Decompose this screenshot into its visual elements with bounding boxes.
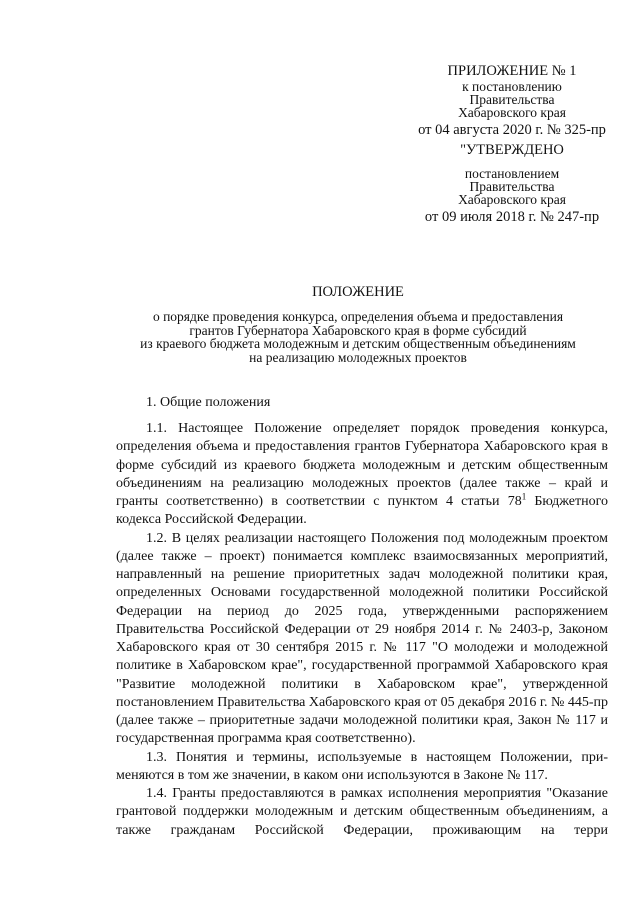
to-resolution-label: к постановлению <box>462 79 562 94</box>
title-line-2: грантов Губернатора Хабаровского края в форме субсидий <box>189 322 527 338</box>
paragraph-1-1 <box>116 420 608 530</box>
footnote-superscript: 1 <box>521 491 527 502</box>
paragraph-1-3: 1.3. Понятия и термины, используемые в настоящем Положении, применяются в том же значении, в каком они используются в Законе № 117. <box>116 749 608 783</box>
approval-block <box>392 62 632 226</box>
government-label: Правительства <box>469 92 555 107</box>
section-heading: 1. Общие положения <box>146 395 271 410</box>
title-line-3: из краевого бюджета молодежным и детским общественным объединениям <box>140 336 576 351</box>
by-resolution-label: постановлением <box>464 166 560 181</box>
appendix-label: ПРИЛОЖЕНИЕ № 1 <box>447 63 577 79</box>
title-line-4: на реализацию молодежных проектов <box>249 349 467 365</box>
resolution-date-number-2: от 09 июля 2018 г. № 247-пр <box>424 209 600 225</box>
region-label: Хабаровского края <box>458 105 566 120</box>
government-label-2: Правительства <box>469 179 555 194</box>
document-body <box>116 392 608 840</box>
title-heading: ПОЛОЖЕНИЕ <box>312 284 404 300</box>
region-label-2: Хабаровского края <box>458 192 566 207</box>
paragraph-1-4: 1.4. Гранты предоставляются в рамках исполнения мероприятия "Оказание грантовой поддержки молодежным и детским общественным объединениям, а также гражданам Российской Федерации, проживающим на терри <box>116 786 608 838</box>
resolution-date-number: от 04 августа 2020 г. № 325-пр <box>418 122 606 138</box>
document-title <box>92 283 624 364</box>
title-line-1: о порядке проведения конкурса, определения объема и предоставления <box>152 309 564 324</box>
approved-label: "УТВЕРЖДЕНО <box>460 142 564 158</box>
paragraph-1-1-text: 1.1. Настоящее Положение определяет порядок проведения конкурса, определения объема и предоставления грантов Губернатора Хабаровского края в форме субсидий из краевого бюджета молодежным и детским общественным объединениям на реализацию молодежных проектов (далее также – край и гранты соответственно) в соответствии с пунктом 4 статьи 78 <box>116 421 608 509</box>
paragraph-1-2: 1.2. В целях реализации настоящего Положения под молодежным проектом (далее также – проект) понимается комплекс взаимосвязанных мероприятий, направленный на решение приоритетных задач молодежной политики края, определенных Основами государственной молодежной политики Российской Федерации на период до 2025 года, утвержденными распоряжением Правительства Российской Федерации от 29 ноября 2014 г. № 2403-р, Законом Хабаровского края от 30 сентября 2015 г. № 117 "О молодежи и молодежной политике в Хабаровском крае", государственной программой Хабаровского края "Развитие молодежной политики в Хабаровском крае", утвержденной постановлением Правительства Хабаровского края от 05 декабря 2016 г. № 445-пр (далее также – приоритетные задачи молодежной политики края, Закон № 117 и государственная программа края соответственно). <box>116 530 608 747</box>
paragraph-1-1-end: Бюджетного кодекса Российской Федерации. <box>116 494 608 528</box>
